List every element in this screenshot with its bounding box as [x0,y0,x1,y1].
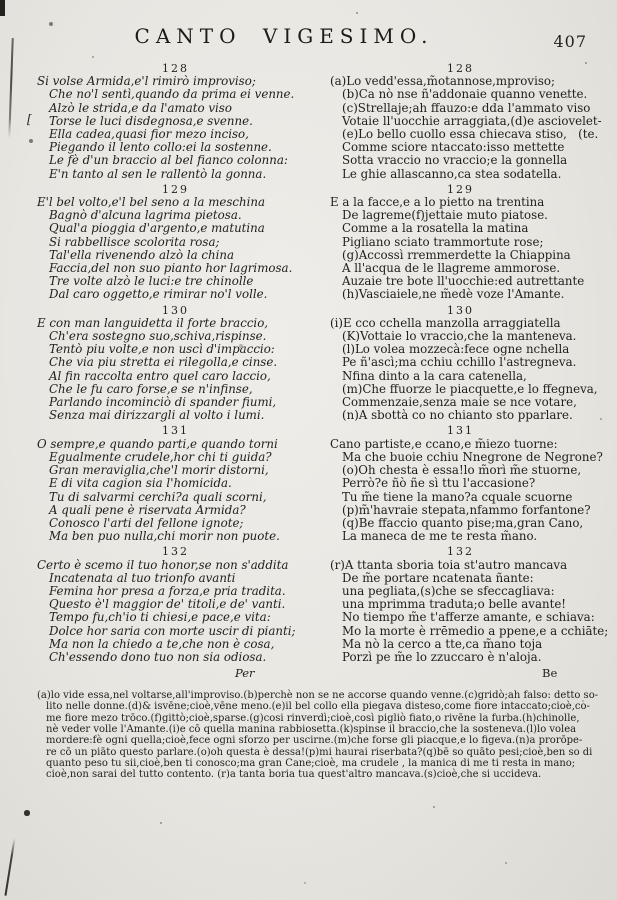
verse-line: Le ghie allascanno,ca stea sodatella. [342,166,562,181]
verse-line: Comme sciore ntaccato:isso mettette [342,140,565,155]
footnote-line: me fiore mezo trōco.(f)gittò;cioè,sparse.(g)cosi rinverdì;cioè,così pigliò fiato,o rivēne la furba.(h)chinolle, [46,712,580,724]
stanza-number: 130 [162,303,189,317]
verse-line: Ch'essendo dono tuo non sia odiosa. [49,649,267,664]
verse-line: Commenzaie,senza maie se nce votare, [342,395,577,410]
verse-line: E a la facce,e a lo pietto na trentina [330,195,545,210]
stanza-131 [37,424,314,543]
verse-line: Che no'l sentì,quando da prima ei venne. [49,87,295,102]
verse-line: Al fin raccolta entro quel caro laccio, [49,368,271,383]
stanza-128 [330,62,602,181]
column-left [37,62,314,680]
verse-line: Sotta vraccio no vraccio;e la gonnella [342,153,568,168]
stanza-130 [37,304,314,423]
verse-line: Egualmente crudele,hor chi ti guida? [49,449,272,464]
verse-line: Incatenata al tuo trionfo avanti [49,570,236,585]
footnote-line: re cō un piāto questo parlare.(o)oh questa è dessa!(p)mi haurai riserbata?(q)bē so quāto pesi;cioè,ben so di [46,746,593,758]
catchword-left: Per [235,666,255,681]
stanza-131 [330,424,603,544]
verse-line: Questo è'l maggior de' titoli,e de' vanti. [49,597,286,612]
stanza-132 [330,545,609,664]
stanza-number: 129 [162,182,189,196]
canto-title: CANTO VIGESIMO. [134,24,434,48]
verse-line: A ll'acqua de le llagreme ammorose. [342,261,561,276]
scan-edge-artifact-bottom [4,838,15,896]
footnote-line: lito nelle donne.(d)& isvēne;cioè,vēne meno.(e)il bel collo ella piegava disteso,come fiore intaccato;cioè,co- [46,701,590,713]
verse-line: (g)Accossì rremmerdette la Chiappina [342,247,571,262]
verse-line: Conosco l'arti del fellone ignote; [49,515,244,530]
stanza-number: 128 [447,62,474,75]
page-header [37,24,591,60]
verse-line: Alzò le strida,e da l'amato viso [49,100,232,115]
verse-line: Cano partiste,e ccano,e m̃iezo tuorne: [330,436,558,451]
verse-line: Bagnò d'alcuna lagrima pietosa. [49,208,242,223]
verse-line: (o)Oh chesta è essa!lo m̃orì m̃e stuorne, [342,463,582,478]
verse-line: Ma che buoie cchiu Nnegrone de Negrone? [342,449,603,464]
verse-line: O sempre,e quando parti,e quando torni [37,436,278,451]
verse-line: Mo la morte è rrēmedio a ppene,e a cchiāte; [342,623,609,638]
verse-line: (p)m̃'havraie stepata,nfammo forfantone? [342,502,591,517]
stanza-number: 130 [447,303,474,317]
verse-line: (K)Vottaie lo vraccio,che la manteneva. [342,329,577,344]
catchword-right: Be [542,666,558,681]
verse-line: Si rabbellisce scolorita rosa; [49,234,220,249]
stanza-number: 129 [447,182,474,196]
stanza-number: 132 [162,545,189,559]
verse-line: Ma non la chiedo a te,che non è cosa, [49,636,275,651]
verse-line: Pigliano sciato trammortute rose; [342,234,544,249]
verse-line: E di vita cagion sia l'homicida. [49,476,232,491]
verse-line: Tu m̃e tiene la mano?a cquale scuorne [342,489,573,504]
verse-line: Porzì pe m̃e lo zzuccaro è n'aloja. [342,649,542,664]
verse-line: Che le fu caro forse,e se n'infinse, [49,381,253,396]
verse-line: Ch'era sostegno suo,schiva,rispinse. [49,329,267,344]
scan-corner-artifact [0,0,5,16]
stanza-130 [330,303,598,423]
verse-line: Le fè d'un braccio al bel fianco colonna: [49,153,288,168]
verse-line: una pegliata,(s)che se sfeccagliava: [342,583,555,598]
verse-line: Gran meraviglia,che'l morir distorni, [49,463,269,478]
verse-line: Faccia,del non suo pianto hor lagrimosa. [49,261,293,276]
verse-line: Femina hor presa a forza,e pria tradita. [49,583,286,598]
verse-line: Parlando incominciò di spander fiumi, [49,395,277,410]
footnotes [37,690,599,781]
verse-line: (l)Lo volea mozzecà:fece ogne nchella [342,342,570,357]
verse-line: E'n tanto al sen le rallentò la gonna. [49,166,267,181]
stanza-132 [37,545,314,664]
verse-line: De lagreme(f)jettaie muto piatose. [342,208,548,223]
stanza-number: 131 [162,424,189,438]
verse-line: E'l bel volto,e'l bel seno a la meschina [37,195,266,210]
stanza-129 [37,183,314,302]
verse-line: Che via piu stretta ei rilegolla,e cinse. [49,355,278,370]
verse-line: una mprimma traduta;o belle avante! [342,597,567,612]
verse-line: Dal caro oggetto,e rimirar no'l volle. [49,287,268,302]
verse-line: Tre volte alzò le luci:e tre chinolle [49,274,254,289]
verse-line: Torse le luci disdegnosa,e svenne. [49,113,253,128]
verse-line: (q)Be ffaccio quanto pise;ma,gran Cano, [342,515,584,530]
verse-line: (c)Strellaje;ah ffauzo:e dda l'ammato viso [342,100,591,115]
verse-line: (n)A sbottà co no chianto sto pparlare. [342,408,573,423]
verse-line: Auzaie tre bote ll'uocchie:ed autrettante [342,274,585,289]
verse-line: E con man languidetta il forte braccio, [37,315,269,330]
verse-line: Perrò?e ñò ñe sì ttu l'accasione? [342,476,536,491]
verse-line: Piegando il lento collo:ei la sostenne. [49,140,272,155]
verse-line: De m̃e portare ncatenata ñante: [342,570,534,585]
verse-line: Tentò piu volte,e non uscì d'impaccio: [49,342,275,357]
verse-line: Si volse Armida,e'l rimirò improviso; [37,74,256,89]
footnote-line: quanto peso tu sii,cioè,ben ti conosco;ma gran Cane;cioè, ma crudele , la manica di me ti resta in mano; [46,757,576,769]
column-right [330,62,609,681]
stanza-number: 132 [447,545,474,559]
verse-line: Comme a la rosatella la matina [342,221,529,236]
verse-line: Senza mai dirizzargli al volto i lumi. [49,408,265,423]
verse-line: (b)Ca nò nse ñ'addonaie quanno venette. [342,87,588,102]
verse-line: (i)E cco cchella manzolla arraggiatella [330,315,561,330]
footnote-line: (a)lo vide essa,nel voltarse,all'improviso.(b)perchè non se ne accorse quando venne.(c)gridò;ah falso: detto so- [37,690,599,702]
verse-columns [37,62,609,681]
stanza-number: 131 [447,424,474,438]
scan-edge-artifact-top [8,38,13,138]
verse-line: Qual'a pioggia d'argento,e matutina [49,221,265,236]
verse-line: (e)Lo bello cuollo essa chiecava stiso, (te. [342,127,599,142]
verse-line: (r)A ttanta sboria toia st'autro mancava [330,557,568,572]
verse-line: (h)Vasciaiele,ne m̃edè voze l'Amante. [342,287,565,302]
verse-line: (a)Lo vedd'essa,m̃otannose,mproviso; [330,74,555,89]
verse-line: Pe ñ'ascì;ma cchiu cchillo l'astregneva. [342,355,577,370]
stanza-129 [330,183,591,302]
verse-line: Tu di salvarmi cerchi?a quali scorni, [49,489,267,504]
paper-specks [0,0,2,2]
verse-line: Votaie ll'uocchie arraggiata,(d)e asciovelet- [342,113,602,128]
verse-line: Nfina dinto a la cara catenella, [342,368,527,383]
verse-line: Ma ben puo nulla,chi morir non puote. [49,529,280,544]
verse-line: No tiempo m̃e t'afferze amante, e schiava: [342,610,595,625]
verse-line: A quali pene è riservata Armida? [49,502,246,517]
verse-line: Ma nò la cerco a tte,ca m̃ano toja [342,636,543,651]
verse-line: Ella cadea,quasi fior mezo inciso, [49,127,249,142]
verse-line: Tempo fu,ch'io ti chiesi,e pace,e vita: [49,610,271,625]
page-number: 407 [553,32,587,51]
margin-mark: [ [27,112,32,126]
verse-line: Tal'ella rivenendo alzò la china [49,247,234,262]
verse-line: Dolce hor saria con morte uscir di pianti; [49,623,296,638]
verse-line: La maneca de me te resta m̃ano. [342,529,538,544]
footnote-line: mordere:fè ogni quella;cioè,fece ogni sforzo per uscirne.(m)che forse gli piacque,e lo figeva.(n)a prorōpe- [46,735,583,747]
stanza-number: 128 [162,62,189,75]
verse-line: (m)Che ffuorze le piacquette,e lo ffegneva, [342,381,598,396]
footnote-line: nè veder volle l'Amante.(i)e cō quella manina rabbiosetta.(k)spinse il braccio,che la sosteneva.(l)lo volea [46,724,577,736]
verse-line: Certo è scemo il tuo honor,se non s'addita [37,557,289,572]
stanza-128 [37,62,314,181]
footnote-line: cioè,non sarai del tutto contento. (r)a tanta boria tua quest'altro mancava.(s)cioè,che si uccideva. [46,769,542,781]
